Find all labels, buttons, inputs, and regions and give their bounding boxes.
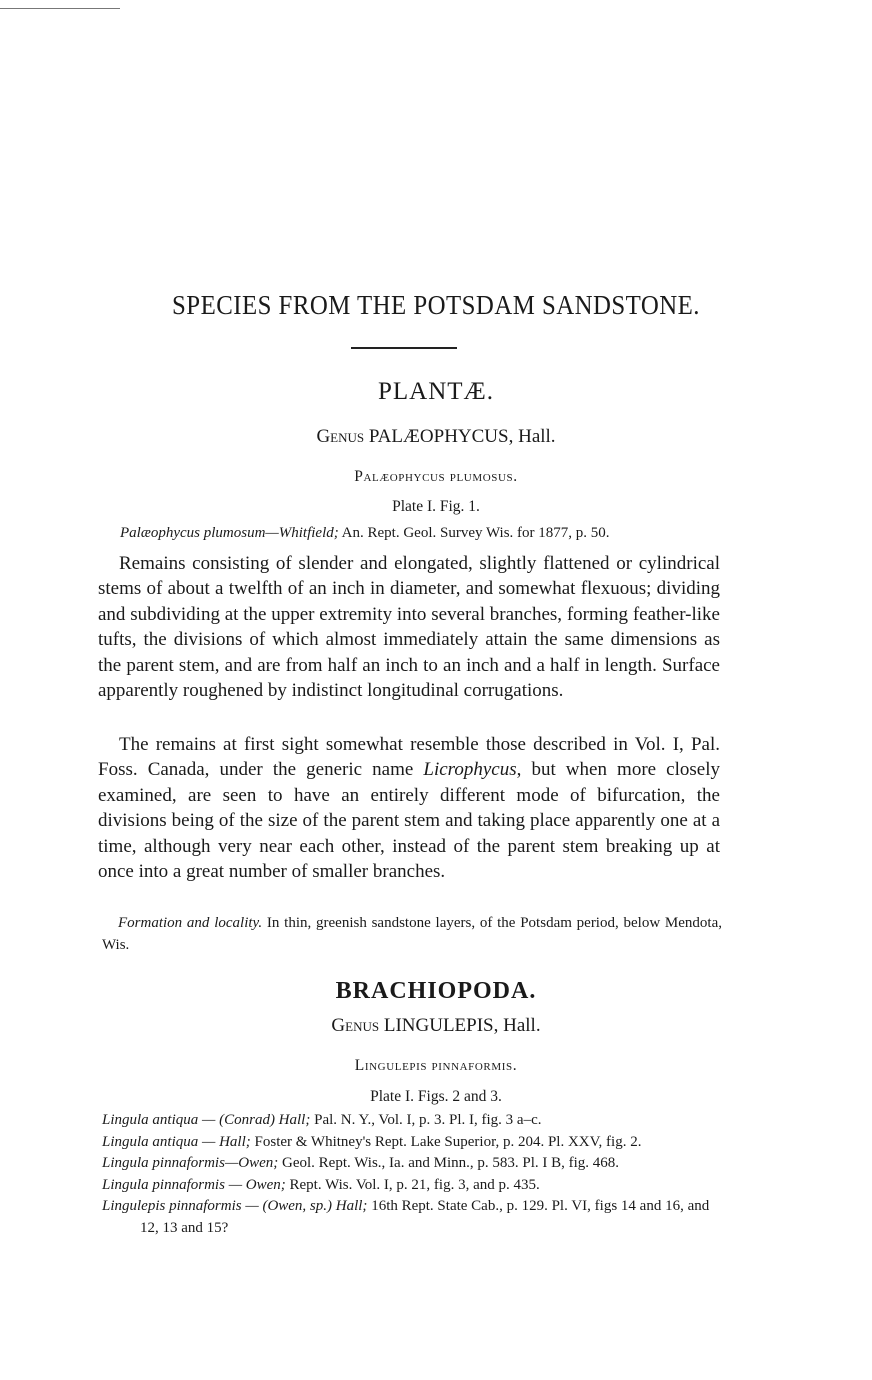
synonym-author: —Whitfield; bbox=[265, 525, 339, 541]
formation-text: In thin, greenish sandstone layers, of the Potsdam period, below Mendota, Wis. bbox=[102, 915, 722, 953]
genus-name: PALÆOPHYCUS, Hall. bbox=[368, 426, 556, 447]
synonym-reference: Geol. Rept. Wis., Ia. and Minn., p. 583. Pl. I B, fig. 468. bbox=[278, 1155, 620, 1171]
section-heading-brachiopoda: BRACHIOPODA. bbox=[335, 978, 537, 1004]
synonym-reference: Rept. Wis. Vol. I, p. 21, fig. 3, and p. 435. bbox=[285, 1176, 540, 1193]
species-heading-lingulepis-pinnaformis: Lingulepis pinnaformis. bbox=[354, 1057, 518, 1074]
formation-locality-note bbox=[102, 912, 722, 956]
synonym-reference: Foster & Whitney's Rept. Lake Superior, p. 204. Pl. XXV, fig. 2. bbox=[250, 1133, 642, 1150]
paragraph-text: The remains at first sight somewhat resemble those described in Vol. I, Pal. Foss. Canada, under the generic name bbox=[98, 734, 720, 781]
genus-heading-lingulepis bbox=[0, 1015, 872, 1037]
synonymy-entry bbox=[102, 1196, 724, 1239]
plate-reference: Plate I. Figs. 2 and 3. bbox=[370, 1088, 502, 1105]
synonymy-list bbox=[102, 1110, 724, 1239]
formation-label: Formation and locality. bbox=[118, 915, 263, 931]
paragraph-text: , but when more closely examined, are seen to have an entirely different mode of bifurcation, the divisions being of the size of the parent stem and taking place apparently one at a time, although very near each other, instead of the parent stem breaking up at once into a great number of smaller branches. bbox=[98, 759, 720, 883]
genus-prefix: Genus bbox=[331, 1015, 380, 1036]
synonym-name: Lingulepis pinnaformis bbox=[102, 1198, 242, 1214]
genus-name: LINGULEPIS, Hall. bbox=[383, 1015, 541, 1036]
synonym-reference: 16th Rept. State Cab., p. 129. Pl. VI, figs 14 and 16, and 12, 13 and 15? bbox=[140, 1198, 710, 1236]
synonym-reference: Pal. N. Y., Vol. I, p. 3. Pl. I, fig. 3 a–c. bbox=[310, 1112, 542, 1128]
synonym-author: — Hall; bbox=[198, 1133, 251, 1150]
synonym-reference: An. Rept. Geol. Survey Wis. for 1877, p. 50. bbox=[338, 525, 610, 541]
synonymy-entry bbox=[102, 1110, 724, 1132]
synonym-author: — (Owen, sp.) Hall; bbox=[241, 1198, 368, 1214]
synonymy-line bbox=[120, 525, 610, 542]
top-edge-rule bbox=[0, 8, 120, 9]
synonym-name: Lingula antiqua bbox=[102, 1133, 199, 1150]
comparison-paragraph bbox=[98, 732, 720, 884]
synonymy-entry bbox=[102, 1132, 724, 1154]
synonymy-entry bbox=[102, 1175, 724, 1197]
synonym-author: — (Conrad) Hall; bbox=[198, 1112, 311, 1128]
genus-heading-palaeophycus bbox=[0, 426, 872, 448]
title-divider bbox=[351, 347, 457, 349]
synonym-name: Lingula pinnaformis bbox=[102, 1155, 225, 1171]
section-heading-plantae: PLANTÆ. bbox=[377, 378, 495, 405]
species-heading-palaeophycus-plumosus: Palæophycus plumosus. bbox=[354, 468, 518, 485]
description-paragraph: Remains consisting of slender and elongated, slightly flattened or cylindrical stems of about a twelfth of an inch in diameter, and somewhat flexuous; dividing and subdividing at the upper extremity into several branches, forming feather-like tufts, the divisions of which almost immediately attain the same dimensions as the parent stem, and are from half an inch to an inch and a half in length. Surface apparently roughened by indistinct longitudinal corrugations. bbox=[98, 553, 720, 702]
synonymy-entry bbox=[102, 1153, 724, 1175]
plate-reference: Plate I. Fig. 1. bbox=[392, 498, 480, 515]
synonym-author: —Owen; bbox=[224, 1155, 279, 1171]
synonym-name: Lingula antiqua bbox=[102, 1112, 199, 1128]
synonym-name: Palæophycus plumosum bbox=[120, 525, 266, 541]
genus-prefix: Genus bbox=[316, 426, 365, 447]
page-title: SPECIES FROM THE POTSDAM SANDSTONE. bbox=[172, 290, 700, 320]
genus-name-italic: Licrophycus bbox=[423, 759, 517, 781]
synonym-name: Lingula pinnaformis bbox=[102, 1176, 225, 1193]
synonym-author: — Owen; bbox=[224, 1176, 286, 1193]
